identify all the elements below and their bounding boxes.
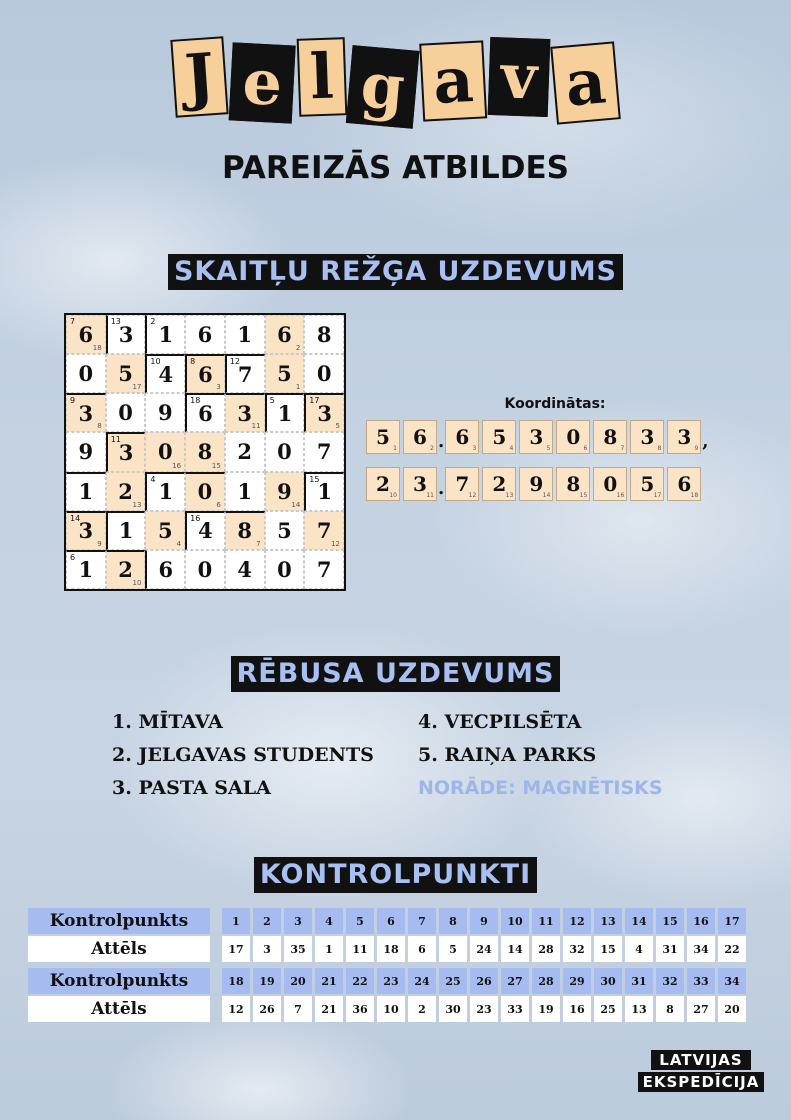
image-number: 10 xyxy=(377,996,405,1022)
grid-clue-number: 12 xyxy=(229,357,241,367)
grid-cell-value: 7 xyxy=(316,517,332,543)
grid-cell-value: 6 xyxy=(197,322,213,348)
image-row xyxy=(222,996,746,1022)
coordinate-index: 14 xyxy=(542,492,551,499)
grid-index-number: 17 xyxy=(132,383,142,392)
grid-cell-value: 1 xyxy=(237,478,253,504)
grid-cell xyxy=(145,511,185,550)
checkpoint-number: 12 xyxy=(563,908,591,934)
grid-cell-value: 6 xyxy=(198,400,213,426)
grid-cell xyxy=(66,511,106,550)
grid-cell xyxy=(185,354,225,393)
grid-cell xyxy=(304,550,344,589)
coordinate-digit-value: 8 xyxy=(566,472,581,496)
checkpoint-number: 33 xyxy=(687,968,715,994)
coordinates-row-longitude xyxy=(366,467,704,501)
grid-cell xyxy=(185,393,225,432)
subtitle: PAREIZĀS ATBILDES xyxy=(222,150,569,186)
grid-cell-value: 5 xyxy=(157,517,173,543)
image-number: 16 xyxy=(563,996,591,1022)
checkpoint-number: 4 xyxy=(315,908,343,934)
coordinate-digit xyxy=(556,420,590,454)
grid-cell-value: 9 xyxy=(78,439,94,465)
grid-cell-value: 1 xyxy=(317,479,332,505)
image-number: 13 xyxy=(625,996,653,1022)
number-grid xyxy=(64,313,346,591)
checkpoint-number: 26 xyxy=(470,968,498,994)
grid-cell-value: 3 xyxy=(237,400,253,426)
checkpoint-number: 32 xyxy=(656,968,684,994)
grid-cell xyxy=(145,393,185,432)
coordinate-digit-value: 9 xyxy=(529,472,544,496)
grid-cell xyxy=(225,472,265,511)
grid-index-number: 9 xyxy=(97,539,102,548)
grid-cell xyxy=(145,550,185,589)
rebus-heading-text: RĒBUSA UZDEVUMS xyxy=(231,656,561,692)
coordinate-digit-value: 3 xyxy=(413,472,427,496)
image-row xyxy=(222,936,746,962)
image-number: 33 xyxy=(501,996,529,1022)
grid-index-number: 5 xyxy=(335,422,340,431)
grid-clue-number: 11 xyxy=(110,435,121,445)
coordinate-digit-value: 6 xyxy=(455,425,470,449)
grid-cell xyxy=(225,432,265,471)
image-number: 4 xyxy=(625,936,653,962)
grid-cell xyxy=(185,511,225,550)
image-number: 3 xyxy=(253,936,281,962)
grid-cell xyxy=(185,432,225,471)
image-number: 6 xyxy=(408,936,436,962)
grid-cell-value: 0 xyxy=(197,556,213,582)
grid-index-number: 10 xyxy=(132,578,142,587)
grid-cell xyxy=(106,472,146,511)
checkpoint-number: 19 xyxy=(253,968,281,994)
image-number: 25 xyxy=(594,996,622,1022)
grid-cell xyxy=(106,432,146,471)
grid-cell-value: 8 xyxy=(237,518,253,544)
coordinate-digit xyxy=(366,420,400,454)
checkpoint-number: 17 xyxy=(718,908,746,934)
checkpoint-number: 29 xyxy=(563,968,591,994)
grid-cell-value: 1 xyxy=(118,518,134,544)
grid-clue-number: 4 xyxy=(150,474,156,484)
grid-cell-value: 3 xyxy=(78,518,94,544)
image-number: 30 xyxy=(439,996,467,1022)
coordinate-digit-value: 2 xyxy=(376,472,390,496)
coordinate-index: 8 xyxy=(657,445,662,452)
grid-index-number: 2 xyxy=(295,344,301,353)
grid-cell-value: 7 xyxy=(237,361,253,387)
coordinate-digit xyxy=(366,467,400,501)
grid-cell xyxy=(145,432,185,471)
grid-cell xyxy=(304,511,344,550)
coordinate-index: 15 xyxy=(579,492,588,499)
grid-cell xyxy=(265,472,305,511)
rebus-list-left xyxy=(112,706,374,805)
grid-index-number: 14 xyxy=(291,500,301,509)
grid-index-number: 8 xyxy=(97,422,102,431)
checkpoint-number: 10 xyxy=(501,908,529,934)
grid-cell-value: 2 xyxy=(237,439,253,465)
grid-cell-value: 0 xyxy=(118,400,133,426)
coordinate-digit xyxy=(667,420,701,454)
grid-cell-value: 3 xyxy=(78,400,94,426)
coordinate-digit-value: 6 xyxy=(677,472,692,496)
title-letter: J xyxy=(171,36,230,118)
grid-cell-value: 2 xyxy=(118,478,133,504)
checkpoint-number: 14 xyxy=(625,908,653,934)
image-number: 12 xyxy=(222,996,250,1022)
checkpoint-number: 22 xyxy=(346,968,374,994)
checkpoint-number: 30 xyxy=(594,968,622,994)
coordinate-index: 13 xyxy=(505,492,514,499)
grid-cell-value: 5 xyxy=(277,361,292,387)
grid-cell xyxy=(225,550,265,589)
grid-cell-value: 6 xyxy=(198,361,213,387)
title-letter: l xyxy=(297,37,347,117)
rebus-item: 3. PASTA SALA xyxy=(112,777,271,799)
grid-clue-number: 16 xyxy=(190,513,201,523)
image-number: 15 xyxy=(594,936,622,962)
coordinate-index: 2 xyxy=(430,445,434,452)
grid-cell xyxy=(265,432,305,471)
image-number: 17 xyxy=(222,936,250,962)
grid-cell-value: 4 xyxy=(198,518,213,544)
grid-cell xyxy=(265,315,305,354)
image-number: 36 xyxy=(346,996,374,1022)
grid-cell xyxy=(304,393,344,432)
grid-cell-value: 4 xyxy=(158,361,174,387)
coordinate-comma: , xyxy=(702,431,709,452)
checkpoint-number: 23 xyxy=(377,968,405,994)
checkpoint-number: 28 xyxy=(532,968,560,994)
image-number: 21 xyxy=(315,996,343,1022)
grid-clue-number: 7 xyxy=(70,317,76,326)
coordinate-digit xyxy=(403,420,437,454)
grid-cell xyxy=(225,354,265,393)
checkpoint-label: Kontrolpunkts xyxy=(28,908,210,934)
checkpoint-number: 1 xyxy=(222,908,250,934)
checkpoint-number: 24 xyxy=(408,968,436,994)
grid-cell-value: 1 xyxy=(237,322,253,348)
coordinate-digit-value: 2 xyxy=(492,472,507,496)
coordinate-index: 16 xyxy=(616,492,625,499)
grid-clue-number: 8 xyxy=(190,357,196,367)
checkpoint-number: 6 xyxy=(377,908,405,934)
checkpoint-number: 31 xyxy=(625,968,653,994)
coordinate-index: 9 xyxy=(694,445,699,452)
coordinate-decimal-point: . xyxy=(438,431,445,452)
coordinate-index: 11 xyxy=(426,492,434,499)
coordinate-index: 18 xyxy=(690,492,699,499)
image-number: 27 xyxy=(687,996,715,1022)
grid-cell xyxy=(225,393,265,432)
grid-cell-value: 1 xyxy=(78,557,94,583)
image-number: 22 xyxy=(718,936,746,962)
image-number: 5 xyxy=(439,936,467,962)
grid-index-number: 12 xyxy=(331,539,340,548)
title-letter: a xyxy=(551,41,622,124)
grid-cell xyxy=(145,354,185,393)
rebus-item: 4. VECPILSĒTA xyxy=(418,711,582,733)
rebus-heading xyxy=(0,656,791,692)
grid-cell xyxy=(145,315,185,354)
grid-index-number: 16 xyxy=(172,461,182,470)
grid-heading-text: SKAITĻU REŽĢA UZDEVUMS xyxy=(168,254,623,290)
image-number: 20 xyxy=(718,996,746,1022)
grid-cell xyxy=(265,393,305,432)
coordinates-label: Koordinātas: xyxy=(504,396,606,412)
checkpoint-number: 20 xyxy=(284,968,312,994)
grid-index-number: 11 xyxy=(251,422,261,431)
grid-cell-value: 1 xyxy=(158,479,174,505)
title-letter: g xyxy=(346,45,420,129)
coordinate-digit-value: 7 xyxy=(455,472,470,496)
coordinate-digit-value: 0 xyxy=(603,472,618,496)
image-number: 19 xyxy=(532,996,560,1022)
grid-cell-value: 8 xyxy=(316,322,332,348)
grid-clue-number: 18 xyxy=(190,396,201,406)
grid-cell xyxy=(106,550,146,589)
grid-cell-value: 7 xyxy=(316,556,332,582)
grid-index-number: 13 xyxy=(132,500,142,509)
grid-cell-value: 9 xyxy=(277,478,292,504)
grid-cell xyxy=(66,550,106,589)
grid-cell-value: 0 xyxy=(157,439,173,465)
image-number: 32 xyxy=(563,936,591,962)
coordinate-digit-value: 5 xyxy=(640,472,655,496)
coordinate-digit xyxy=(630,420,664,454)
grid-cell-value: 3 xyxy=(118,322,134,348)
logo-line: EKSPEDĪCIJA xyxy=(638,1072,764,1092)
coordinate-digit-value: 3 xyxy=(640,425,655,449)
image-number: 23 xyxy=(470,996,498,1022)
grid-index-number: 18 xyxy=(92,344,102,353)
image-number: 18 xyxy=(377,936,405,962)
image-number: 14 xyxy=(501,936,529,962)
image-number: 8 xyxy=(656,996,684,1022)
rebus-item: 2. JELGAVAS STUDENTS xyxy=(112,744,374,766)
image-number: 35 xyxy=(284,936,312,962)
latvijas-ekspedicija-logo xyxy=(638,1050,764,1094)
grid-cell-value: 5 xyxy=(118,361,133,387)
grid-index-number: 6 xyxy=(216,500,221,509)
coordinate-digit-value: 6 xyxy=(413,425,427,449)
coordinate-index: 4 xyxy=(509,445,514,452)
grid-cell-value: 6 xyxy=(158,556,174,582)
checkpoint-number: 21 xyxy=(315,968,343,994)
grid-cell xyxy=(304,315,344,354)
grid-clue-number: 17 xyxy=(309,396,320,406)
grid-heading xyxy=(0,254,791,290)
image-number: 2 xyxy=(408,996,436,1022)
coordinate-digit xyxy=(667,467,701,501)
image-number: 26 xyxy=(253,996,281,1022)
checkpoint-row xyxy=(222,908,746,934)
image-label: Attēls xyxy=(28,936,210,962)
image-number: 1 xyxy=(315,936,343,962)
grid-cell-value: 1 xyxy=(78,479,94,505)
coordinate-index: 17 xyxy=(653,492,662,499)
grid-clue-number: 9 xyxy=(70,396,76,406)
grid-cell-value: 0 xyxy=(197,479,213,505)
coordinate-digit xyxy=(482,467,516,501)
grid-cell-value: 0 xyxy=(277,439,292,465)
grid-cell xyxy=(106,511,146,550)
image-number: 7 xyxy=(284,996,312,1022)
grid-cell-value: 0 xyxy=(277,556,292,582)
grid-clue-number: 10 xyxy=(150,357,161,367)
coordinate-digit xyxy=(445,420,479,454)
coordinate-digit-value: 3 xyxy=(677,425,692,449)
checkpoint-number: 5 xyxy=(346,908,374,934)
grid-cell-value: 6 xyxy=(277,322,292,348)
image-number: 31 xyxy=(656,936,684,962)
grid-cell xyxy=(304,432,344,471)
grid-cell xyxy=(66,393,106,432)
grid-index-number: 15 xyxy=(211,461,221,470)
title-letter: v xyxy=(488,37,551,117)
grid-index-number: 4 xyxy=(176,539,182,548)
checkpoint-number: 27 xyxy=(501,968,529,994)
grid-index-number: 3 xyxy=(216,383,221,392)
checkpoint-number: 16 xyxy=(687,908,715,934)
checkpoint-number: 3 xyxy=(284,908,312,934)
checkpoint-label: Kontrolpunkts xyxy=(28,968,210,994)
checkpoint-number: 15 xyxy=(656,908,684,934)
grid-cell xyxy=(225,315,265,354)
grid-cell-value: 4 xyxy=(237,556,253,582)
grid-cell xyxy=(66,432,106,471)
grid-clue-number: 6 xyxy=(70,552,76,562)
rebus-list-right xyxy=(418,706,663,805)
grid-index-number: 7 xyxy=(256,539,261,548)
coordinate-digit xyxy=(482,420,516,454)
coordinate-digit xyxy=(593,467,627,501)
grid-cell xyxy=(66,472,106,511)
grid-cell-value: 3 xyxy=(317,400,332,426)
coordinate-digit-value: 3 xyxy=(529,425,544,449)
coordinate-index: 6 xyxy=(583,445,588,452)
grid-cell xyxy=(185,472,225,511)
checkpoint-number: 13 xyxy=(594,908,622,934)
coordinate-index: 3 xyxy=(472,445,477,452)
grid-cell-value: 3 xyxy=(118,439,134,465)
coordinate-digit-value: 0 xyxy=(566,425,581,449)
logo-line: LATVIJAS xyxy=(651,1050,751,1070)
checkpoint-number: 9 xyxy=(470,908,498,934)
title-letter: e xyxy=(228,42,295,123)
image-number: 24 xyxy=(470,936,498,962)
grid-clue-number: 2 xyxy=(150,317,156,326)
coordinate-digit xyxy=(519,467,553,501)
image-number: 28 xyxy=(532,936,560,962)
coordinate-index: 10 xyxy=(389,492,397,499)
checkpoint-number: 2 xyxy=(253,908,281,934)
coordinate-digit-value: 5 xyxy=(376,425,390,449)
grid-cell xyxy=(66,354,106,393)
grid-cell-value: 2 xyxy=(118,557,133,583)
grid-cell xyxy=(106,354,146,393)
checkpoint-number: 7 xyxy=(408,908,436,934)
grid-clue-number: 15 xyxy=(309,474,320,484)
grid-cell xyxy=(145,472,185,511)
checkpoint-number: 34 xyxy=(718,968,746,994)
checkpoint-number: 11 xyxy=(532,908,560,934)
grid-cell-value: 1 xyxy=(277,400,293,426)
coordinate-digit-value: 8 xyxy=(603,425,618,449)
checkpoints-heading-text: KONTROLPUNKTI xyxy=(254,857,537,893)
coordinate-digit xyxy=(630,467,664,501)
grid-cell xyxy=(106,315,146,354)
coordinate-digit xyxy=(403,467,437,501)
coordinate-digit xyxy=(445,467,479,501)
coordinate-index: 5 xyxy=(546,445,551,452)
grid-cell-value: 0 xyxy=(316,361,332,387)
checkpoint-number: 25 xyxy=(439,968,467,994)
grid-cell xyxy=(304,354,344,393)
grid-cell xyxy=(66,315,106,354)
title-letter: a xyxy=(419,40,487,121)
grid-cell xyxy=(265,354,305,393)
coordinate-decimal-point: . xyxy=(438,478,445,499)
grid-cell xyxy=(265,550,305,589)
grid-cell-value: 1 xyxy=(158,322,174,348)
grid-clue-number: 14 xyxy=(70,513,81,523)
grid-cell xyxy=(185,550,225,589)
grid-cell-value: 7 xyxy=(316,439,332,465)
grid-cell xyxy=(185,315,225,354)
grid-cell xyxy=(265,511,305,550)
rebus-hint: NORĀDE: MAGNĒTISKS xyxy=(418,777,663,799)
coordinate-digit xyxy=(519,420,553,454)
grid-cell xyxy=(106,393,146,432)
checkpoints-heading xyxy=(0,857,791,893)
coordinate-digit-value: 5 xyxy=(492,425,507,449)
grid-cell xyxy=(225,511,265,550)
grid-index-number: 1 xyxy=(295,383,301,392)
grid-clue-number: 13 xyxy=(110,317,121,326)
grid-cell-value: 6 xyxy=(78,322,94,348)
image-label: Attēls xyxy=(28,996,210,1022)
title xyxy=(0,38,791,125)
rebus-item: 1. MĪTAVA xyxy=(112,711,223,733)
grid-cell-value: 0 xyxy=(78,361,94,387)
coordinate-index: 7 xyxy=(620,445,625,452)
coordinate-index: 1 xyxy=(393,445,397,452)
checkpoint-number: 18 xyxy=(222,968,250,994)
coordinates-row-latitude xyxy=(366,420,710,454)
grid-cell-value: 9 xyxy=(157,400,173,426)
checkpoint-number: 8 xyxy=(439,908,467,934)
grid-clue-number: 5 xyxy=(269,396,275,406)
image-number: 11 xyxy=(346,936,374,962)
coordinate-digit xyxy=(556,467,590,501)
grid-cell xyxy=(304,472,344,511)
checkpoint-row xyxy=(222,968,746,994)
coordinate-index: 12 xyxy=(468,492,477,499)
grid-cell-value: 8 xyxy=(197,439,213,465)
image-number: 34 xyxy=(687,936,715,962)
rebus-item: 5. RAIŅA PARKS xyxy=(418,744,597,766)
grid-cell-value: 5 xyxy=(277,517,292,543)
coordinate-digit xyxy=(593,420,627,454)
